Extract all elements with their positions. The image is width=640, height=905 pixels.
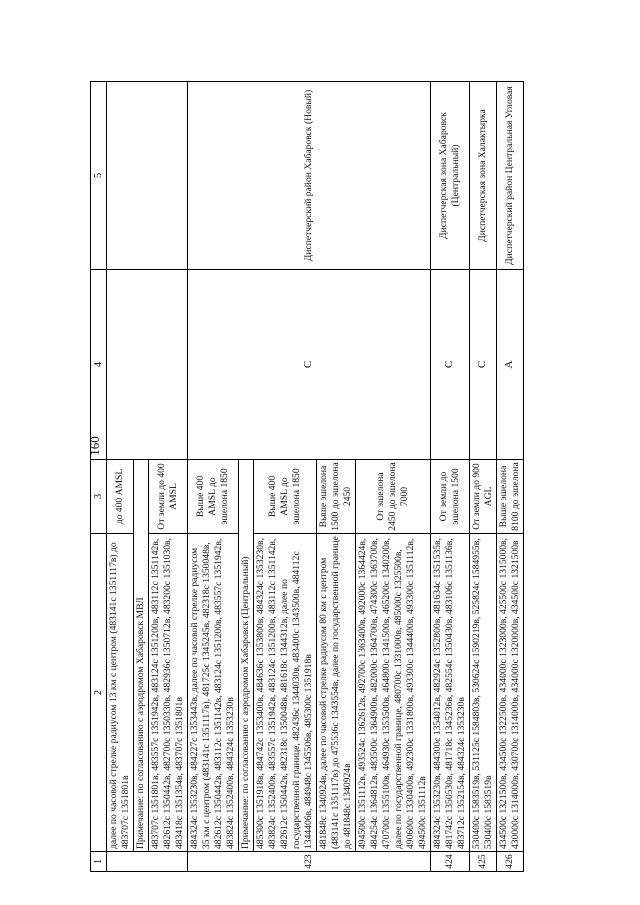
note-cell: Примечание: по согласованию с аэродромом Хабаровск (Центральный) [238,460,253,852]
table-row [430,82,469,872]
sector-cell: Диспетчерская зона Халактырка [469,82,496,270]
route-cell: 485300с 1351918в, 484742с 1353400в, 484636с 1353800в, 484324с 1353230в, 483824с 1352400в, 483557с 1351942в, 483124с 1351200в, 483112с 1351142в, 482612с 1350442в, 482318с 1350048в, 481618с 1344312в, далее по государственной границе, 482436с 1344030в, 483400с 1343500в, 484112с 1344406в, 484948с 1345506в, 485300с 1351918в [253,534,316,852]
route-cell: 484324с 1353230в, 484227с 1353443в, далее по часовой стрелке радиусом 35 км с центром (483141с 1351117в), 481725с 1345245в, 482318с 1350048в, 482612с 1350442в, 483112с 1351142в, 483124с 1351200в, 483557с 1351942в, 483824с 1352400в, 484324с 1353230в [188,534,239,852]
route-cell: далее по часовой стрелке радиусом 13 км с центром (483141с 1351117в) до 483707с 1351801в [107,534,134,852]
height-cell: От земли до эшелона 1500 [430,460,469,534]
table-row [149,82,188,872]
sector-cell: Диспетчерский район Центральная Угловая [496,82,523,270]
table-row [107,82,134,872]
rotated-table-container [90,82,565,872]
class-cell-empty [107,270,134,460]
row-number: 424 [430,852,469,872]
height-cell: От земли до 900 AGL [469,460,496,534]
table-row [188,82,239,872]
height-cell: Выше 400 AMSL до эшелона 1850 [188,460,239,534]
header-col-2: 2 [91,534,107,852]
route-cell: 483707с 1351801в, 483557с 1351942в, 483124с 1351200в, 483112с 1351142в, 482612с 1350442в, 482700с 1350330в, 482936с 1350712в, 483200с 1351030в, 483418с 1351354в, 483707с 1351801в [149,534,188,852]
height-cell: до 400 AMSL [107,460,134,534]
height-cell: Выше 400 AMSL до эшелона 1850 [253,460,316,534]
row-number: 423 [188,852,431,872]
class-cell: А [496,270,523,460]
height-cell: Выше эшелона 1500 до эшелона 2450 [316,460,355,534]
table-row [134,82,149,872]
route-cell: 481848с 1340924в, далее по часовой стрелке радиусом 80 км с центром (483141с 1351117в) до 475536с 1343554в, далее по государственной границе до 481848с 1340924в [316,534,355,852]
route-cell: 494500с 1351112в, 493524с 1362612в, 492700с 1363400в, 492000с 1364424в, 484254с 1364812в, 483500с 1364900в, 482000с 1364700в, 474300с 1363700в, 470700с 1355100в, 464930с 1353500в, 464800с 1341500в, 465200с 1340200в, далее по государственной границе, 480700с 1331000в, 485000с 1325500в, 490600с 1330400в, 492300с 1331800в, 493300с 1344400в, 493300с 1351112в, 494500с 1351112в [355,534,430,852]
header-col-1: 1 [91,852,107,872]
row-number: 426 [496,852,523,872]
sector-cell-empty [107,82,134,270]
airspace-table [90,81,524,872]
sector-cell: Диспетчерский район Хабаровск (Новый) [188,82,431,270]
header-row [91,82,107,872]
header-col-5: 5 [91,82,107,270]
cell-num-empty [107,852,134,872]
height-cell: Выше эшелона 8100 до эшелона [496,460,523,534]
table-row [469,82,496,872]
height-cell: От земли до 400 AMSL [149,460,188,534]
route-cell: 530400с 1583519в, 531125с 1584803в, 530624с 1590219в, 525824с 1584955в, 530400с 1583519в [469,534,496,852]
sector-cell: Диспетчерская зона Хабаровск (Центральный) [430,82,469,270]
header-col-3: 3 [91,460,107,534]
class-cell: С [188,270,431,460]
class-cell: С [430,270,469,460]
route-cell: 484324с 1353230в, 484300с 1354012в, 482924с 1352800в, 481634с 1351535в, 481742с 1350530в, 481718с 1345236в, 482554с 1350430в, 483106с 1351136в, 483712с 1352154в, 484324с 1353230в [430,534,469,852]
class-cell: С [469,270,496,460]
note-cell: Примечание: по согласованию с аэродромом Хабаровск МВЛ [134,460,149,852]
table-row [496,82,523,872]
row-number: 425 [469,852,496,872]
page-number: 160 [87,436,102,456]
height-cell: От эшелона 2450 до эшелона 7000 [355,460,430,534]
header-col-4: 4 [91,270,107,460]
route-cell: 434500с 1321500в, 434500с 1322500в, 434000с 1323000в, 425500с 1315000в, 430000с 1314000в, 430700с 1314000в, 434000с 1320000в, 434500с 1321500в [496,534,523,852]
